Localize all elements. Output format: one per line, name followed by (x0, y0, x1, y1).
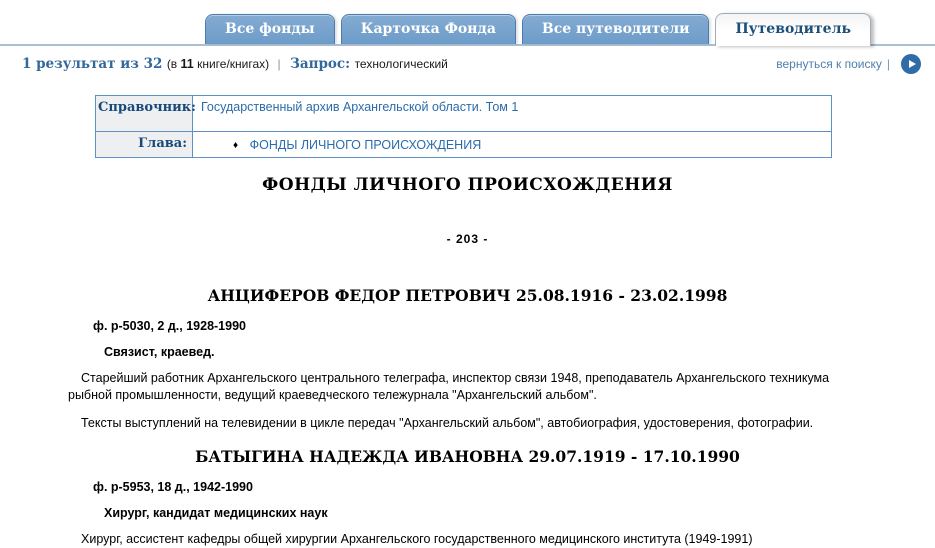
reference-book-cell (193, 96, 832, 132)
fund-description-paragraph: Старейший работник Архангельского центрального телеграфа, инспектор связи 1948, преподаватель Архангельского техникума рыбной промышленности, ведущий краеведческого тележурнала "Архангельский альбом". (68, 371, 830, 402)
back-to-search-link[interactable]: вернуться к поиску (776, 57, 882, 71)
diamond-bullet-icon: ♦ (233, 139, 239, 151)
separator: | (886, 57, 890, 71)
separator: | (277, 57, 281, 71)
results-summary (22, 55, 448, 73)
query-label: Запрос: (290, 56, 351, 72)
results-count: 1 результат из 32 (22, 56, 163, 72)
fund-reference: ф. р-5030, 2 д., 1928-1990 (93, 319, 246, 333)
fund-occupation: Связист, краевед. (104, 345, 215, 359)
tab-bar (0, 0, 935, 46)
reference-book-label: Справочник: (96, 96, 193, 132)
chapter-link[interactable]: ФОНДЫ ЛИЧНОГО ПРОИСХОЖДЕНИЯ (249, 137, 482, 152)
entry-heading: БАТЫГИНА НАДЕЖДА ИВАНОВНА 29.07.1919 - 17.10.1990 (195, 447, 740, 466)
books-count: 11 (180, 57, 194, 71)
tab-fund-card[interactable]: Карточка Фонда (341, 14, 516, 44)
books-prefix: (в (166, 57, 178, 71)
books-count-text (167, 57, 273, 71)
reference-book-link[interactable]: Государственный архив Архангельской области. Том 1 (201, 100, 519, 114)
tab-all-guides[interactable]: Все путеводители (522, 14, 710, 44)
fund-entry (0, 447, 935, 548)
books-suffix: книге/книгах) (197, 57, 270, 71)
table-row (96, 96, 832, 132)
query-value: технологический (354, 57, 448, 71)
fund-entry (0, 286, 935, 432)
play-circle-icon (909, 60, 916, 68)
results-actions (776, 54, 921, 74)
fund-reference: ф. р-5953, 18 д., 1942-1990 (93, 480, 253, 494)
tab-guide-active[interactable]: Путеводитель (715, 13, 871, 46)
table-row (96, 132, 832, 158)
chapter-label: Глава: (96, 132, 193, 158)
guide-document (0, 175, 935, 548)
guide-info-table (95, 95, 832, 158)
chapter-cell (193, 132, 832, 158)
next-result-button[interactable] (901, 54, 921, 74)
page-number: - 203 - (446, 232, 489, 246)
results-bar (0, 46, 935, 74)
fund-occupation: Хирург, кандидат медицинских наук (104, 506, 328, 520)
fund-description-paragraph: Тексты выступлений на телевидении в цикле передач "Архангельский альбом", автобиография, удостоверения, фотографии. (81, 416, 814, 430)
fund-description-paragraph: Хирург, ассистент кафедры общей хирургии Архангельского государственного медицинского института (1949-1991) (81, 532, 753, 546)
entry-heading: АНЦИФЕРОВ ФЕДОР ПЕТРОВИЧ 25.08.1916 - 23.02.1998 (207, 286, 728, 305)
tab-all-funds[interactable]: Все фонды (205, 14, 335, 44)
section-title: ФОНДЫ ЛИЧНОГО ПРОИСХОЖДЕНИЯ (262, 175, 673, 195)
